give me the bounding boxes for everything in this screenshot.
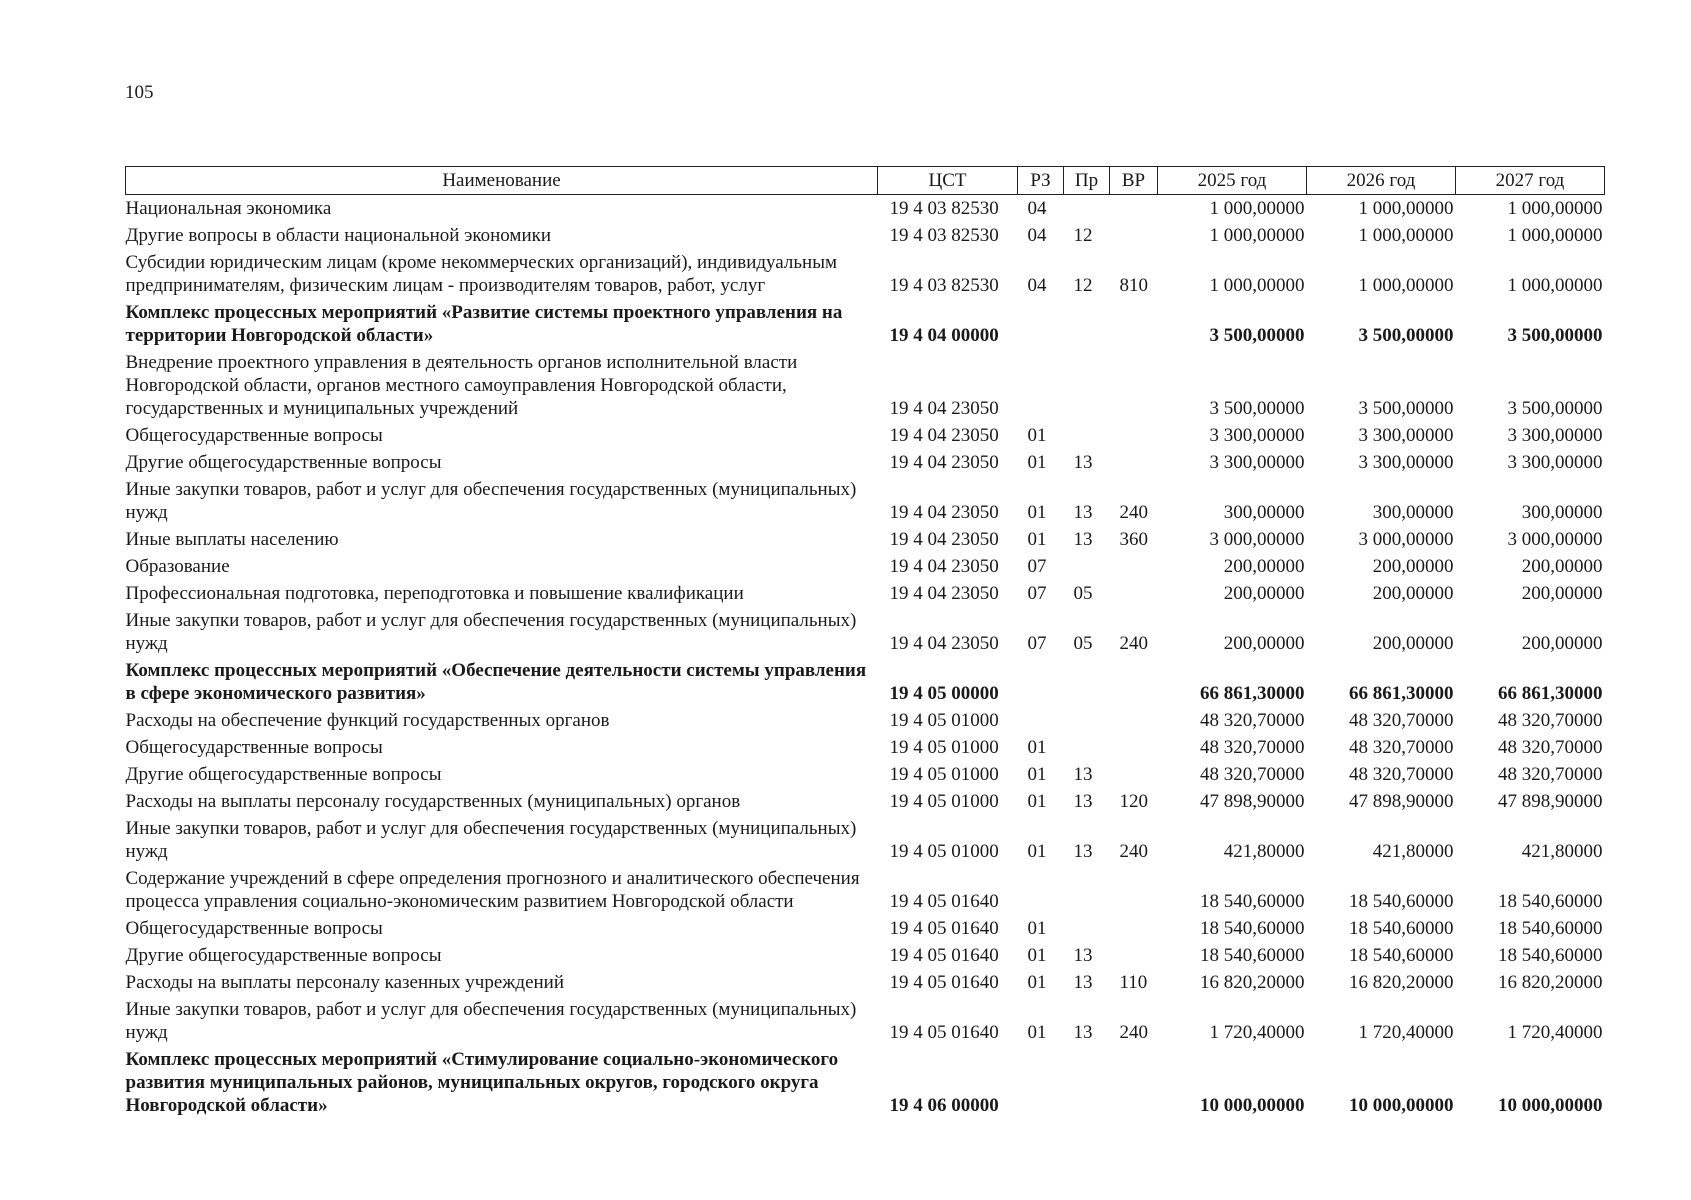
table-row [126,526,1605,553]
cell-2025: 3 500,00000 [1209,325,1305,346]
cell-cst: 19 4 03 82530 [889,225,999,246]
cell-pr: 05 [1073,633,1093,654]
table-row [126,942,1605,969]
cell-rz: 01 [1027,764,1047,785]
cell-vr [1110,761,1158,788]
cell-2025: 3 500,00000 [1209,398,1305,419]
cell-rz: 07 [1027,556,1047,577]
cell-pr [1064,1046,1110,1119]
cell-cst: 19 4 05 01640 [889,945,999,966]
cell-2026: 48 320,70000 [1349,737,1454,758]
cell-pr: 13 [1073,764,1093,785]
cell-2026: 3 300,00000 [1358,425,1454,446]
table-row [126,195,1605,223]
cell-vr: 810 [1119,275,1148,296]
cell-2026: 300,00000 [1372,502,1454,523]
cell-2027: 48 320,70000 [1498,710,1603,731]
cell-pr [1064,707,1110,734]
cell-rz: 01 [1027,737,1047,758]
cell-2026: 48 320,70000 [1349,710,1454,731]
cell-cst: 19 4 05 01000 [889,841,999,862]
table-row [126,707,1605,734]
table-body [126,195,1605,1120]
cell-cst: 19 4 05 01640 [889,891,999,912]
cell-2025: 200,00000 [1223,583,1305,604]
cell-vr [1110,222,1158,249]
cell-2027: 200,00000 [1521,556,1603,577]
cell-2027: 18 540,60000 [1498,918,1603,939]
header-2026: 2026 год [1307,167,1456,195]
table-header [126,167,1605,195]
cell-2027: 1 000,00000 [1507,225,1603,246]
cell-2025: 48 320,70000 [1200,764,1305,785]
cell-name: Субсидии юридическим лицам (кроме некоммерческих организаций), индивидуальным предпринимателям, физическим лицам - производителям товаров, работ, услуг [125,252,837,296]
cell-2026: 47 898,90000 [1349,791,1454,812]
cell-cst: 19 4 05 01000 [889,710,999,731]
cell-2025: 48 320,70000 [1200,710,1305,731]
cell-rz [1018,865,1064,915]
table-row [126,222,1605,249]
cell-rz: 01 [1027,425,1047,446]
table-row [126,969,1605,996]
header-pr: Пр [1064,167,1110,195]
cell-2027: 18 540,60000 [1498,945,1603,966]
cell-rz: 04 [1027,225,1047,246]
cell-pr: 12 [1073,225,1093,246]
cell-vr [1110,422,1158,449]
cell-pr [1064,915,1110,942]
cell-cst: 19 4 04 23050 [889,529,999,550]
table-row [126,761,1605,788]
cell-vr [1110,915,1158,942]
cell-2027: 1 000,00000 [1507,275,1603,296]
cell-cst: 19 4 04 23050 [889,583,999,604]
cell-2025: 200,00000 [1223,633,1305,654]
table-row [126,788,1605,815]
cell-name: Содержание учреждений в сфере определения прогнозного и аналитического обеспечения процесса управления социально-экономическим развитием Новгородской области [125,868,860,912]
cell-vr [1110,1046,1158,1119]
cell-2026: 200,00000 [1372,583,1454,604]
cell-rz: 01 [1027,529,1047,550]
cell-2026: 66 861,30000 [1349,683,1454,704]
header-row [126,167,1605,195]
table-row [126,476,1605,526]
header-rz: РЗ [1018,167,1064,195]
cell-cst: 19 4 05 01000 [889,791,999,812]
cell-2027: 16 820,20000 [1498,972,1603,993]
cell-2026: 10 000,00000 [1349,1095,1454,1116]
cell-name: Общегосударственные вопросы [125,737,383,758]
cell-2027: 300,00000 [1521,502,1603,523]
cell-name: Иные закупки товаров, работ и услуг для обеспечения государственных (муниципальных) нужд [125,610,857,654]
cell-vr [1110,707,1158,734]
cell-name: Комплекс процессных мероприятий «Стимулирование социально-экономического развития муниципальных районов, муниципальных округов, городского округа Новгородской области» [125,1049,839,1116]
cell-cst: 19 4 04 00000 [889,325,999,346]
cell-pr: 13 [1073,945,1093,966]
cell-rz: 01 [1027,502,1047,523]
budget-table [125,166,1605,1119]
cell-name: Иные закупки товаров, работ и услуг для обеспечения государственных (муниципальных) нужд [125,479,857,523]
cell-2027: 66 861,30000 [1498,683,1603,704]
cell-2025: 1 000,00000 [1209,275,1305,296]
table-row [126,734,1605,761]
cell-2025: 47 898,90000 [1200,791,1305,812]
cell-2025: 300,00000 [1223,502,1305,523]
cell-2027: 421,80000 [1521,841,1603,862]
cell-2025: 200,00000 [1223,556,1305,577]
cell-vr: 240 [1119,1022,1148,1043]
table-row [126,422,1605,449]
table-row [126,657,1605,707]
cell-name: Общегосударственные вопросы [125,918,383,939]
cell-2025: 48 320,70000 [1200,737,1305,758]
cell-name: Расходы на выплаты персоналу казенных учреждений [125,972,565,993]
cell-2027: 10 000,00000 [1498,1095,1603,1116]
cell-2026: 18 540,60000 [1349,945,1454,966]
cell-rz: 01 [1027,841,1047,862]
cell-cst: 19 4 06 00000 [889,1095,999,1116]
cell-2026: 200,00000 [1372,633,1454,654]
header-vr: ВР [1110,167,1158,195]
cell-cst: 19 4 05 01640 [889,918,999,939]
cell-2026: 48 320,70000 [1349,764,1454,785]
cell-name: Другие общегосударственные вопросы [125,452,442,473]
cell-2025: 1 000,00000 [1209,198,1305,219]
cell-pr [1064,195,1110,223]
cell-rz: 07 [1027,633,1047,654]
cell-cst: 19 4 05 01000 [889,737,999,758]
cell-cst: 19 4 05 01640 [889,972,999,993]
cell-cst: 19 4 05 01000 [889,764,999,785]
cell-pr [1064,553,1110,580]
cell-2026: 1 000,00000 [1358,225,1454,246]
cell-pr: 13 [1073,529,1093,550]
cell-rz: 01 [1027,452,1047,473]
cell-2026: 1 000,00000 [1358,198,1454,219]
cell-pr [1064,299,1110,349]
cell-rz: 07 [1027,583,1047,604]
cell-rz: 01 [1027,945,1047,966]
table-row [126,553,1605,580]
table-row [126,580,1605,607]
cell-vr [1110,942,1158,969]
cell-name: Внедрение проектного управления в деятельность органов исполнительной власти Новгородской области, органов местного самоуправления Новгородской области, государственных и муниципальных учреждений [125,352,798,419]
cell-cst: 19 4 03 82530 [889,275,999,296]
cell-2025: 421,80000 [1223,841,1305,862]
cell-rz [1018,657,1064,707]
page-number: 105 [125,82,154,103]
cell-rz: 01 [1027,1022,1047,1043]
cell-name: Другие общегосударственные вопросы [125,945,442,966]
cell-vr: 360 [1119,529,1148,550]
table-row [126,249,1605,299]
cell-vr [1110,657,1158,707]
cell-2027: 48 320,70000 [1498,737,1603,758]
cell-pr [1064,865,1110,915]
cell-cst: 19 4 04 23050 [889,425,999,446]
table-row [126,299,1605,349]
cell-rz: 04 [1027,275,1047,296]
cell-pr [1064,422,1110,449]
cell-2026: 421,80000 [1372,841,1454,862]
cell-rz [1018,349,1064,422]
cell-2027: 48 320,70000 [1498,764,1603,785]
cell-2025: 3 300,00000 [1209,425,1305,446]
header-2027: 2027 год [1456,167,1605,195]
table-row [126,815,1605,865]
cell-rz [1018,1046,1064,1119]
header-2025: 2025 год [1158,167,1307,195]
cell-name: Образование [125,556,230,577]
cell-rz [1018,707,1064,734]
cell-2026: 3 000,00000 [1358,529,1454,550]
cell-2025: 3 300,00000 [1209,452,1305,473]
cell-2027: 3 000,00000 [1507,529,1603,550]
cell-2025: 1 000,00000 [1209,225,1305,246]
cell-2026: 3 300,00000 [1358,452,1454,473]
cell-name: Иные закупки товаров, работ и услуг для обеспечения государственных (муниципальных) нужд [125,818,857,862]
cell-vr: 240 [1119,633,1148,654]
cell-2026: 3 500,00000 [1358,398,1454,419]
cell-2027: 1 720,40000 [1507,1022,1603,1043]
header-name: Наименование [126,167,878,195]
cell-2027: 200,00000 [1521,583,1603,604]
cell-vr [1110,553,1158,580]
cell-2026: 16 820,20000 [1349,972,1454,993]
table-row [126,349,1605,422]
cell-name: Комплекс процессных мероприятий «Развитие системы проектного управления на территории Новгородской области» [125,302,843,346]
cell-2027: 3 300,00000 [1507,452,1603,473]
cell-2026: 18 540,60000 [1349,918,1454,939]
cell-pr: 13 [1073,452,1093,473]
cell-name: Комплекс процессных мероприятий «Обеспечение деятельности системы управления в сфере экономического развития» [125,660,867,704]
cell-vr [1110,449,1158,476]
cell-2027: 18 540,60000 [1498,891,1603,912]
cell-vr: 240 [1119,841,1148,862]
cell-pr: 13 [1073,791,1093,812]
cell-2025: 16 820,20000 [1200,972,1305,993]
cell-cst: 19 4 04 23050 [889,633,999,654]
cell-2027: 3 500,00000 [1507,398,1603,419]
cell-vr: 120 [1119,791,1148,812]
cell-rz: 01 [1027,972,1047,993]
cell-2025: 66 861,30000 [1200,683,1305,704]
cell-rz: 01 [1027,918,1047,939]
table-row [126,915,1605,942]
cell-name: Профессиональная подготовка, переподготовка и повышение квалификации [125,583,744,604]
cell-vr [1110,349,1158,422]
cell-name: Общегосударственные вопросы [125,425,383,446]
cell-rz: 01 [1027,791,1047,812]
cell-cst: 19 4 05 00000 [889,683,999,704]
table-row [126,865,1605,915]
cell-name: Расходы на обеспечение функций государственных органов [125,710,610,731]
cell-2025: 18 540,60000 [1200,945,1305,966]
cell-2026: 1 000,00000 [1358,275,1454,296]
cell-rz [1018,299,1064,349]
cell-vr [1110,734,1158,761]
cell-pr: 13 [1073,972,1093,993]
cell-pr: 05 [1073,583,1093,604]
cell-2027: 47 898,90000 [1498,791,1603,812]
cell-2025: 18 540,60000 [1200,918,1305,939]
cell-name: Иные закупки товаров, работ и услуг для обеспечения государственных (муниципальных) нужд [125,999,857,1043]
cell-vr [1110,299,1158,349]
cell-2027: 3 500,00000 [1507,325,1603,346]
table-row [126,1046,1605,1119]
cell-cst: 19 4 04 23050 [889,452,999,473]
cell-pr: 13 [1073,502,1093,523]
cell-vr: 240 [1119,502,1148,523]
cell-vr [1110,195,1158,223]
cell-2026: 18 540,60000 [1349,891,1454,912]
cell-2025: 10 000,00000 [1200,1095,1305,1116]
cell-vr [1110,865,1158,915]
cell-pr [1064,657,1110,707]
cell-2025: 3 000,00000 [1209,529,1305,550]
cell-2027: 1 000,00000 [1507,198,1603,219]
cell-pr [1064,734,1110,761]
cell-pr: 13 [1073,1022,1093,1043]
cell-name: Расходы на выплаты персоналу государственных (муниципальных) органов [125,791,741,812]
cell-cst: 19 4 04 23050 [889,502,999,523]
cell-rz: 04 [1027,198,1047,219]
table-row [126,449,1605,476]
cell-vr: 110 [1119,972,1148,993]
cell-2025: 1 720,40000 [1209,1022,1305,1043]
header-cst: ЦСТ [878,167,1018,195]
cell-name: Другие вопросы в области национальной экономики [125,225,552,246]
table-row [126,607,1605,657]
cell-name: Другие общегосударственные вопросы [125,764,442,785]
cell-cst: 19 4 03 82530 [889,198,999,219]
cell-cst: 19 4 04 23050 [889,398,999,419]
cell-name: Национальная экономика [125,198,332,219]
cell-pr [1064,349,1110,422]
cell-vr [1110,580,1158,607]
cell-2027: 200,00000 [1521,633,1603,654]
cell-pr: 12 [1073,275,1093,296]
cell-2026: 1 720,40000 [1358,1022,1454,1043]
cell-2026: 200,00000 [1372,556,1454,577]
cell-2027: 3 300,00000 [1507,425,1603,446]
cell-name: Иные выплаты населению [125,529,339,550]
cell-2025: 18 540,60000 [1200,891,1305,912]
cell-cst: 19 4 04 23050 [889,556,999,577]
cell-2026: 3 500,00000 [1358,325,1454,346]
table-row [126,996,1605,1046]
cell-pr: 13 [1073,841,1093,862]
cell-cst: 19 4 05 01640 [889,1022,999,1043]
